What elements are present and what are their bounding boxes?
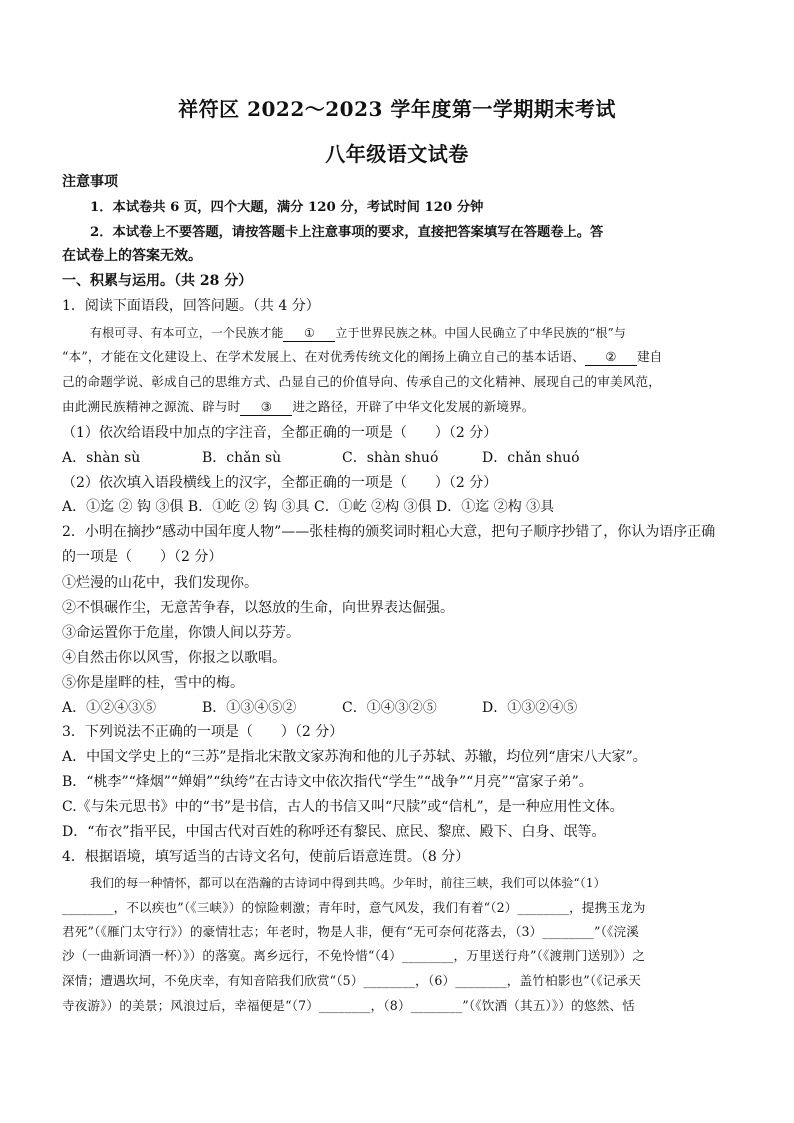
q1-passage-line4 bbox=[62, 397, 732, 417]
section-1-heading: 一、积累与运用。（共 28 分） bbox=[62, 273, 253, 289]
option-c: C．shàn shuó bbox=[342, 450, 439, 466]
exam-title: 祥符区 2022～2023 学年度第一学期期末考试 bbox=[178, 97, 616, 121]
blank-2: ② bbox=[585, 349, 637, 366]
q3-option-c: C.《与朱元思书》中的“书”是书信，古人的书信又叫“尺牍”或“信札”，是一种应用性文体。 bbox=[62, 799, 624, 815]
q3-option-d: D．“布衣”指平民，中国古代对百姓的称呼还有黎民、庶民、黎庶、殿下、白身、氓等。 bbox=[62, 824, 606, 840]
passage-text: “本”，才能在文化建设上、在学术发展上、在对优秀传统文化的阐扬上确立自己的基本话语、 bbox=[62, 349, 585, 364]
q2-options bbox=[62, 698, 732, 718]
q2-stem-line2: 的一项是（ ）（2 分） bbox=[62, 549, 223, 565]
notice-item-2-line1: 2．本试卷上不要答题，请按答题卡上注意事项的要求，直接把答案填写在答题卷上。答 bbox=[90, 225, 604, 240]
q2-sentence-4: ④自然击你以风雪，你报之以歌唱。 bbox=[62, 650, 286, 666]
q4-passage-line3: 君死”（《雁门太守行》）的豪情壮志；年老时，物是人非，便有“无可奈何花落去，（3）________”（《浣溪 bbox=[62, 924, 639, 939]
passage-text: 进之路径，开辟了中华文化发展的新境界。 bbox=[292, 399, 535, 414]
passage-text: 建自 bbox=[636, 349, 663, 364]
q2-sentence-2: ②不惧碾作尘，无意苦争春，以怒放的生命，向世界表达倔强。 bbox=[62, 600, 454, 616]
q2-sentence-3: ③命运置你于危崖，你馈人间以芬芳。 bbox=[62, 625, 300, 641]
q3-option-a: A．中国文学史上的“三苏”是指北宋散文家苏洵和他的儿子苏轼、苏辙，均位列“唐宋八大家”。 bbox=[62, 749, 647, 765]
q1-sub2-options: A．①迄 ② 钩 ③俱 B．①屹 ② 钩 ③具 C．①屹 ②构 ③俱 D．①迄 ②构 ③具 bbox=[62, 499, 555, 515]
option-d: D．①③②④⑤ bbox=[482, 700, 578, 716]
passage-text: 有根可寻、有本可立，一个民族才能 bbox=[90, 326, 284, 340]
notice-item-2-line2: 在试卷上的答案无效。 bbox=[62, 248, 202, 264]
q4-passage-line1: 我们的每一种情怀，都可以在浩瀚的古诗词中得到共鸣。少年时，前往三峡，我们可以体验“（1） bbox=[90, 876, 606, 890]
option-b: B．chǎn sù bbox=[202, 450, 282, 466]
q2-sentence-5: ⑤你是崖畔的桂，雪中的梅。 bbox=[62, 675, 244, 691]
q1-passage-line1 bbox=[90, 323, 760, 343]
q2-sentence-1: ①烂漫的山花中，我们发现你。 bbox=[62, 575, 258, 591]
passage-text: 立于世界民族之林。中国人民确立了中华民族的“根”与 bbox=[335, 326, 626, 340]
notice-item-1: 1．本试卷共 6 页，四个大题，满分 120 分，考试时间 120 分钟 bbox=[90, 200, 484, 215]
option-c: C．①④③②⑤ bbox=[342, 700, 437, 716]
q1-passage-line2 bbox=[62, 347, 732, 367]
q1-sub1-options bbox=[62, 448, 732, 468]
q4-passage-line6: 寺夜游》）的美景；风浪过后，幸福便是“（7）________，（8）________”（《饮酒（其五）》）的悠然、恬 bbox=[62, 998, 635, 1013]
option-a: A．shàn sù bbox=[62, 450, 141, 466]
q1-stem: 1．阅读下面语段，回答问题。（共 4 分） bbox=[62, 298, 320, 314]
q4-passage-line2: ________，不以疾也”（《三峡》）的惊险刺激；青年时，意气风发，我们有着“（2）________，提携玉龙为 bbox=[62, 900, 646, 915]
q4-passage-line5: 深情；遭遇坎坷，不免庆幸，有知音陪我们欣赏“（5）________，（6）________，盖竹柏影也”（《记承天 bbox=[62, 973, 641, 988]
q1-passage-line3: 己的命题学说、彰成自己的思维方式、凸显自己的价值导向、传承自己的文化精神、展现自己的审美风范， bbox=[62, 374, 661, 389]
q1-sub2-stem: （2）依次填入语段横线上的汉字，全都正确的一项是（ ）（2 分） bbox=[62, 475, 498, 491]
q2-stem-line1: 2．小明在摘抄“感动中国年度人物”——张桂梅的颁奖词时粗心大意，把句子顺序抄错了，你认为语序正确 bbox=[62, 524, 716, 540]
q4-passage-line4: 沙（一曲新词酒一杯）》）的落寞。离乡远行，不免怜惜“（4）________，万里送行舟”（《渡荆门送别》）之 bbox=[62, 948, 646, 963]
q3-option-b: B．“桃李”“烽烟”“婵娟”“纨绔”在古诗文中依次指代“学生”“战争”“月亮”“富家子弟”。 bbox=[62, 774, 593, 790]
notice-heading: 注意事项 bbox=[62, 174, 118, 190]
blank-3: ③ bbox=[240, 399, 292, 416]
exam-subtitle: 八年级语文试卷 bbox=[325, 142, 469, 166]
option-b: B．①③④⑤② bbox=[202, 700, 297, 716]
q4-stem: 4．根据语境，填写适当的古诗文名句，使前后语意连贯。（8 分） bbox=[62, 849, 470, 865]
blank-1: ① bbox=[283, 325, 335, 342]
passage-text: 由此溯民族精神之源流、辟与时 bbox=[62, 399, 241, 414]
q1-sub1-stem: （1）依次给语段中加点的字注音，全都正确的一项是（ ）（2 分） bbox=[62, 425, 498, 441]
option-d: D．chǎn shuó bbox=[482, 450, 580, 466]
option-a: A．①②④③⑤ bbox=[62, 700, 157, 716]
q3-stem: 3．下列说法不正确的一项是（ ）（2 分） bbox=[62, 724, 344, 740]
